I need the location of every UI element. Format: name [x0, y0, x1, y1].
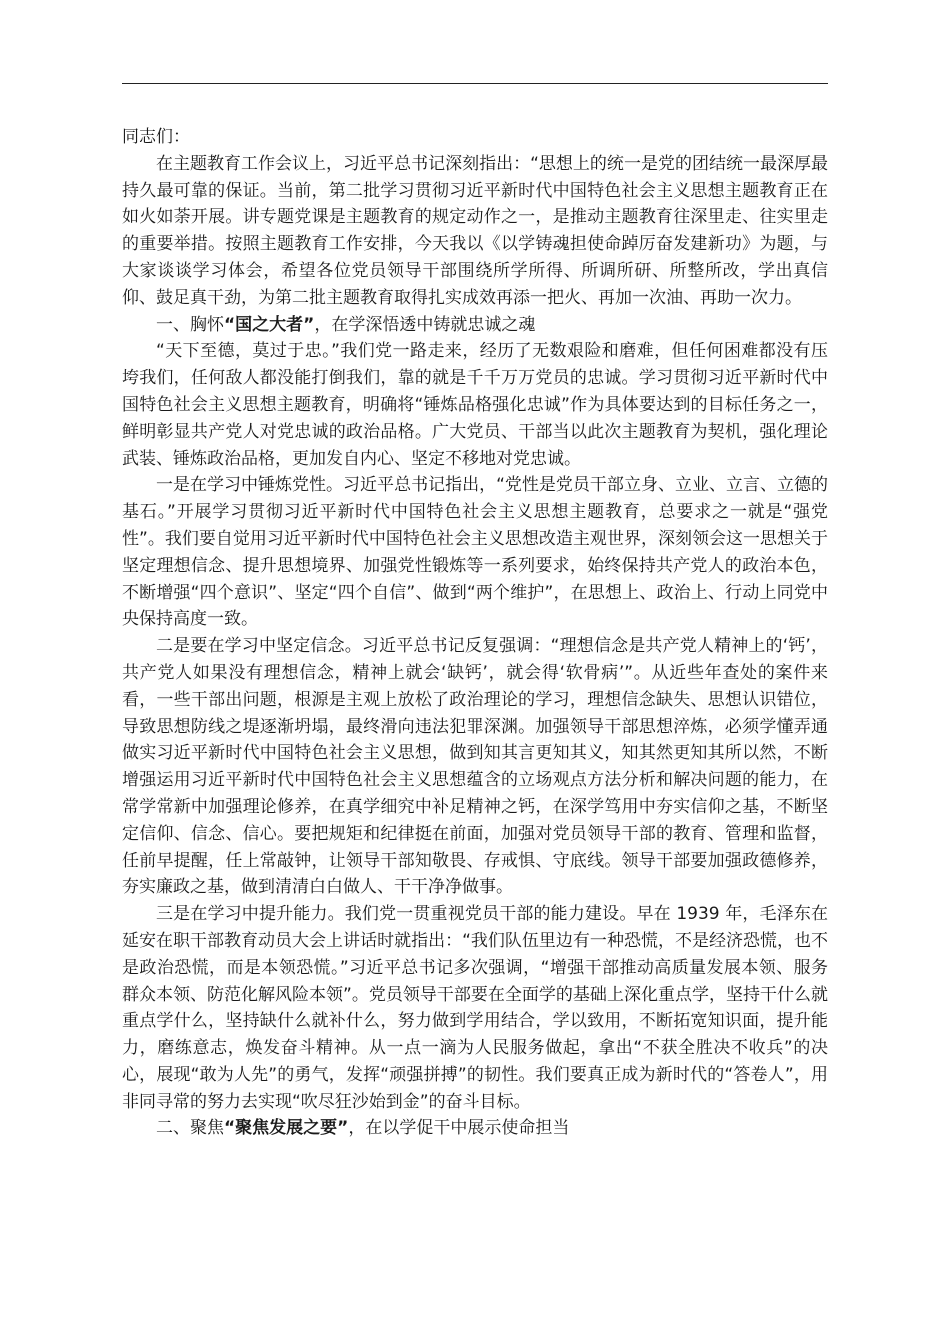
paragraph-belief: 二是要在学习中坚定信念。习近平总书记反复强调：“理想信念是共产党人精神上的‘钙’，共产党人如果没有理想信念，精神上就会‘缺钙’，就会得‘软骨病’”。从近些年查处的案件来看，一些干部出问题，根源是主观上放松了政治理论的学习，理想信念缺失、思想认识错位，导致思想防线之堤逐渐坍塌，最终滑向违法犯罪深渊。加强领导干部思想淬炼，必须学懂弄通做实习近平新时代中国特色社会主义思想，做到知其言更知其义，知其然更知其所以然，不断增强运用习近平新时代中国特色社会主义思想蕴含的立场观点方法分析和解决问题的能力，在常学常新中加强理论修养，在真学细究中补足精神之钙，在深学笃用中夯实信仰之基，不断坚定信仰、信念、信心。要把规矩和纪律挺在前面，加强对党员领导干部的教育、管理和监督，任前早提醒，任上常敲钟，让领导干部知敬畏、存戒惧、守底线。领导干部要加强政德修养，夯实廉政之基，做到清清白白做人、干干净净做事。 — [122, 636, 828, 898]
heading-quote: “国之大者” — [224, 314, 315, 335]
heading-prefix: 二、聚焦 — [156, 1118, 224, 1139]
paragraph-intro: 在主题教育工作会议上，习近平总书记深刻指出：“思想上的统一是党的团结统一最深厚最持久最可靠的保证。当前，第二批学习贯彻习近平新时代中国特色社会主义思想主题教育正在如火如荼开展。讲专题党课是主题教育的规定动作之一，是推动主题教育往深里走、往实里走的重要举措。按照主题教育工作安排，今天我以《以学铸魂担使命踔厉奋发建新功》为题，与大家谈谈学习体会，希望各位党员领导干部围绕所学所得、所调所研、所整所改，学出真信仰、鼓足真干劲，为第二批主题教育取得扎实成效再添一把火、再加一次油、再助一次力。 — [122, 153, 828, 308]
heading-suffix: ，在学深悟透中铸就忠诚之魂 — [314, 314, 536, 335]
heading-suffix: ，在以学促干中展示使命担当 — [348, 1118, 570, 1139]
paragraph-ability: 三是在学习中提升能力。我们党一贯重视党员干部的能力建设。早在 1939 年，毛泽东在延安在职干部教育动员大会上讲话时就指出：“我们队伍里边有一种恐慌，不是经济恐慌，也不是政治恐慌，而是本领恐慌。”习近平总书记多次强调，“增强干部推动高质量发展本领、服务群众本领、防范化解风险本领”。党员领导干部要在全面学的基础上深化重点学，坚持干什么就重点学什么，坚持缺什么就补什么，努力做到学用结合，学以致用，不断拓宽知识面，提升能力，磨练意志，焕发奋斗精神。从一点一滴为人民服务做起，拿出“不获全胜决不收兵”的决心，展现“敢为人先”的勇气，发挥“顽强拼搏”的韧性。我们要真正成为新时代的“答卷人”，用非同寻常的努力去实现“吹尽狂沙始到金”的奋斗目标。 — [122, 904, 828, 1112]
paragraph-loyalty: “天下至德，莫过于忠。”我们党一路走来，经历了无数艰险和磨难，但任何困难都没有压垮我们，任何敌人都没能打倒我们，靠的就是千千万万党员的忠诚。学习贯彻习近平新时代中国特色社会主义思想主题教育，明确将“锤炼品格强化忠诚”作为具体要达到的目标任务之一，鲜明彰显共产党人对党忠诚的政治品格。广大党员、干部当以此次主题教育为契机，强化理论武装、锤炼政治品格，更加发自内心、坚定不移地对党忠诚。 — [122, 341, 828, 469]
heading-prefix: 一、胸怀 — [156, 314, 224, 335]
header-rule — [122, 83, 828, 84]
document-body — [122, 124, 828, 1142]
salutation: 同志们： — [122, 127, 190, 147]
heading-quote: “聚焦发展之要” — [224, 1118, 349, 1139]
paragraph-party-spirit: 一是在学习中锤炼党性。习近平总书记指出，“党性是党员干部立身、立业、立言、立德的基石。”开展学习贯彻习近平新时代中国特色社会主义思想主题教育，总要求之一就是“强党性”。我们要自觉用习近平新时代中国特色社会主义思想改造主观世界，深刻领会这一思想关于坚定理想信念、提升思想境界、加强党性锻炼等一系列要求，始终保持共产党人的政治本色，不断增强“四个意识”、坚定“四个自信”、做到“两个维护”，在思想上、政治上、行动上同党中央保持高度一致。 — [122, 475, 828, 630]
section-heading-2 — [122, 1115, 828, 1142]
section-heading-1 — [122, 312, 828, 339]
